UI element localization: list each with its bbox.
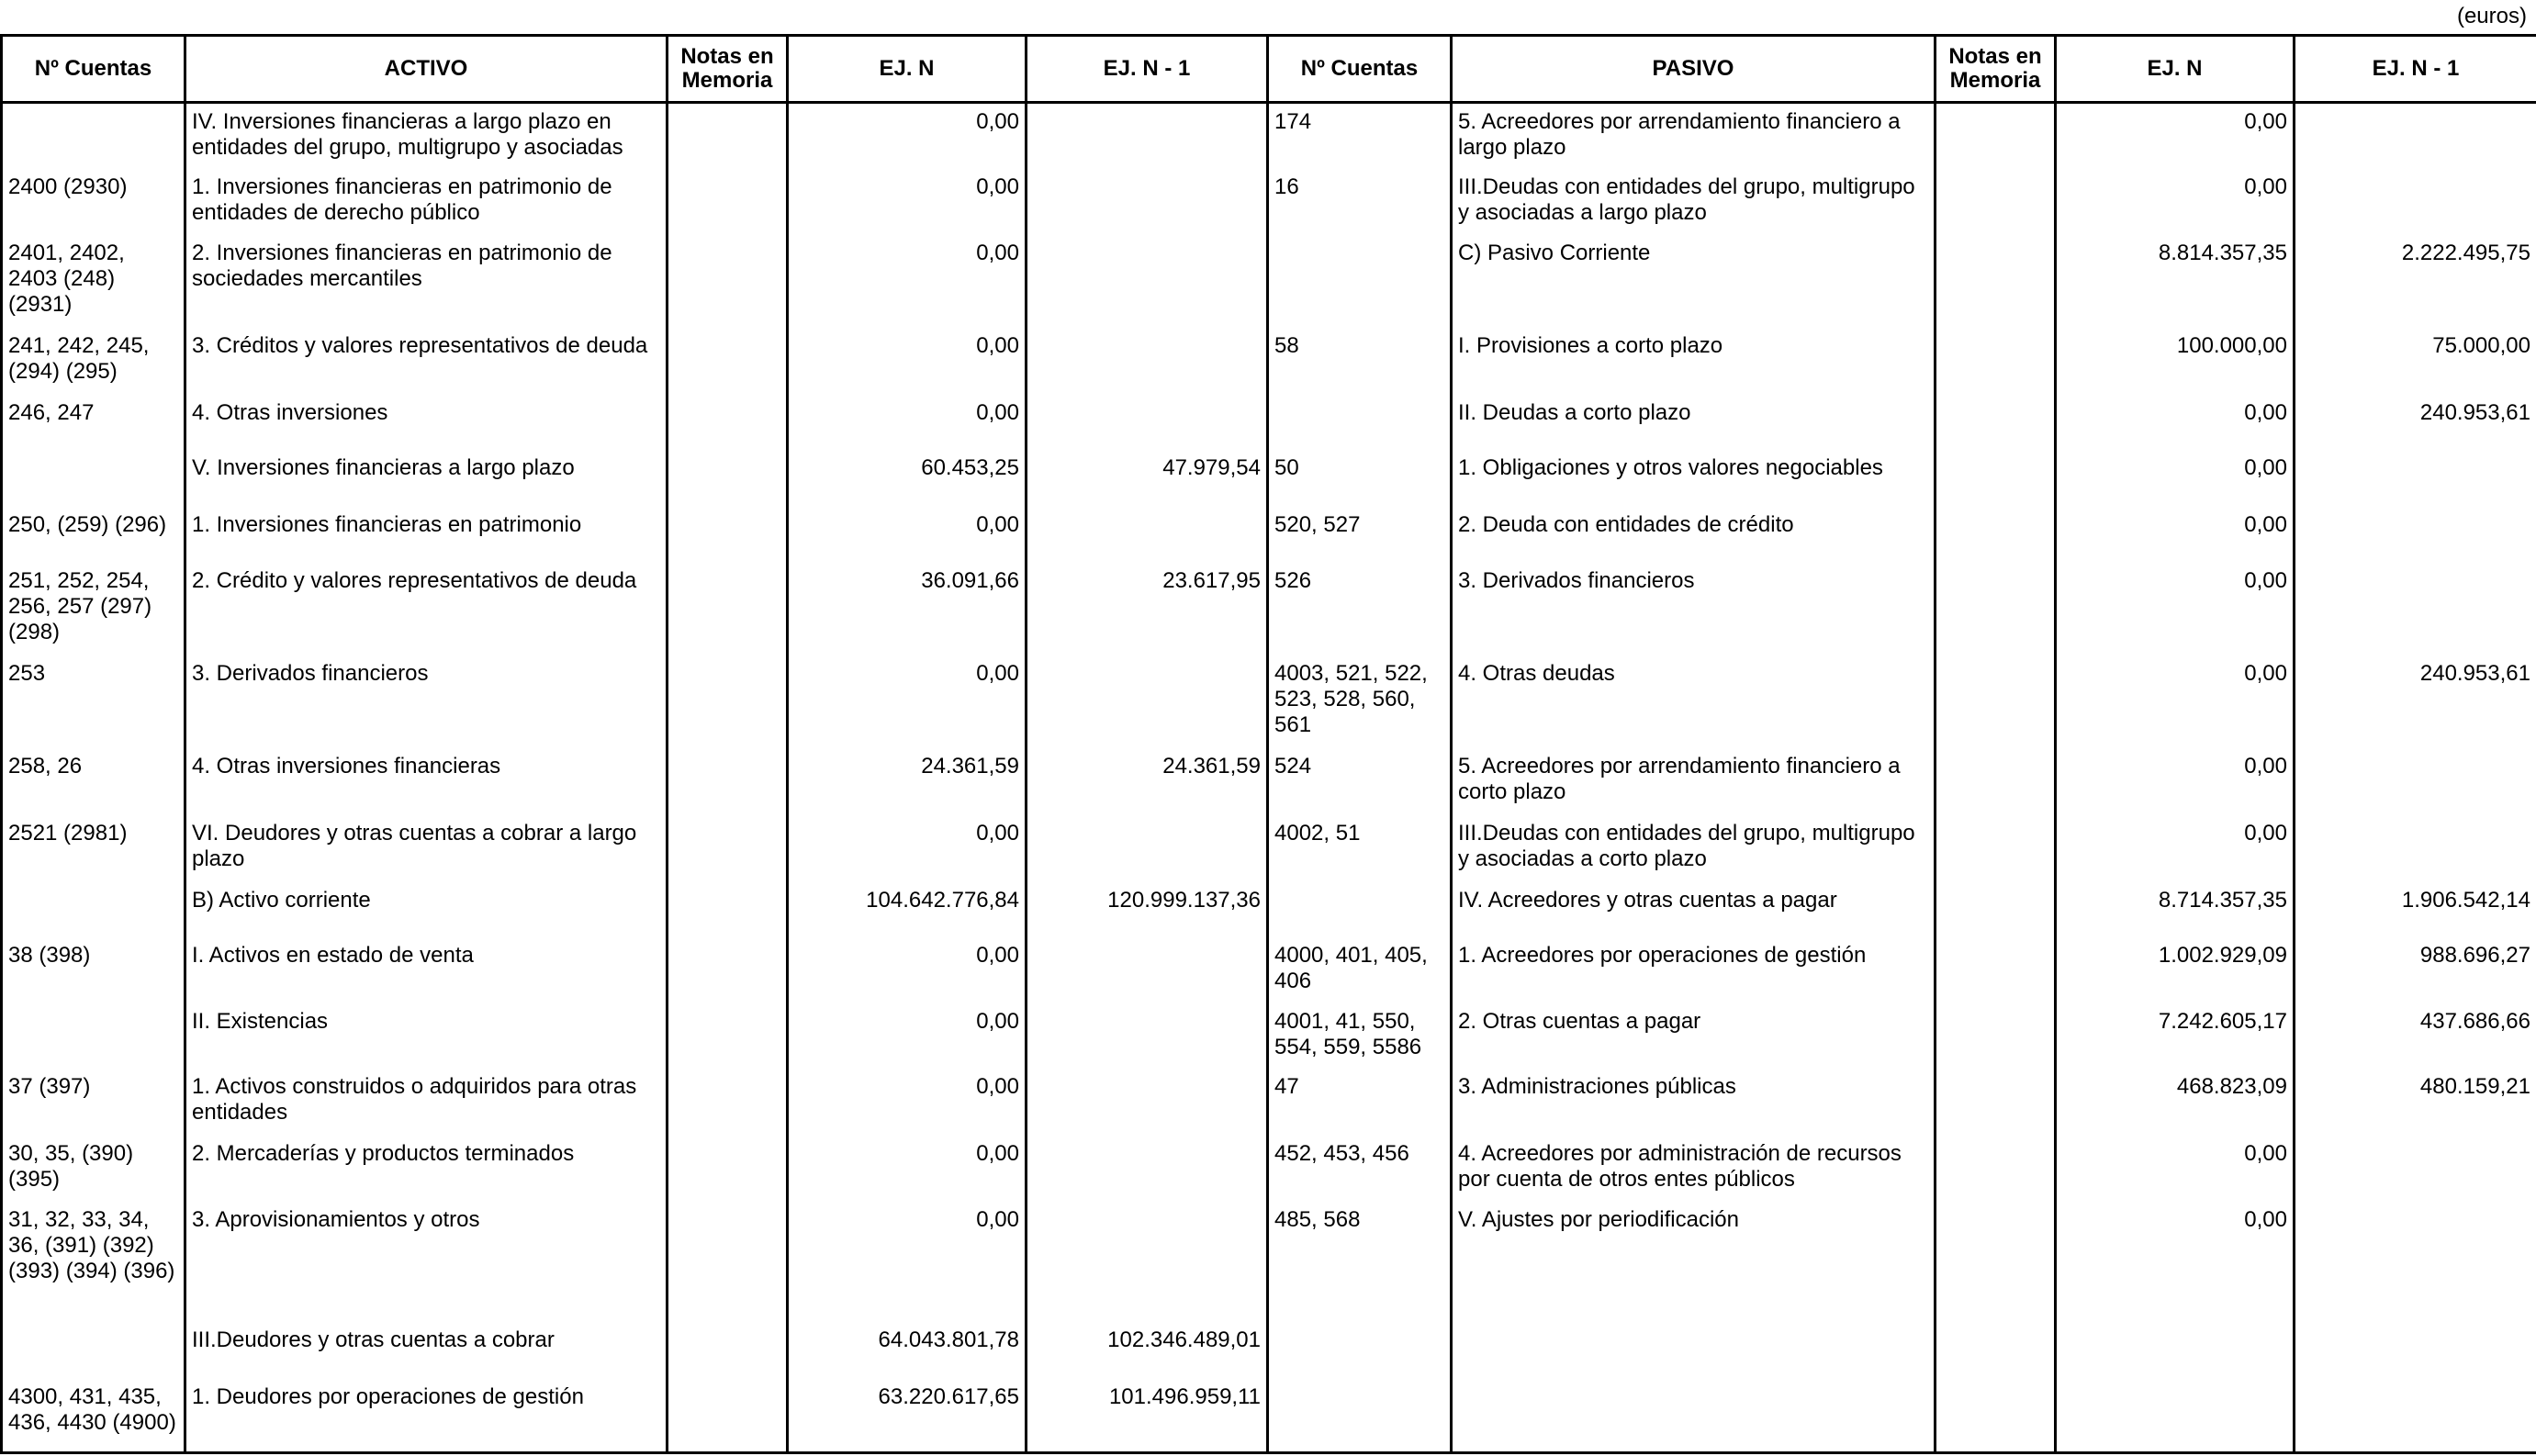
- ej-n-activo-cell: 104.642.776,84: [788, 882, 1027, 938]
- cuentas-activo-cell: 4300, 431, 435, 436, 4430 (4900): [2, 1379, 185, 1453]
- activo-concepto-cell: V. Inversiones financieras a largo plazo: [185, 450, 668, 507]
- ej-n-activo-cell: 64.043.801,78: [788, 1322, 1027, 1379]
- cuentas-activo-cell: 2521 (2981): [2, 815, 185, 882]
- table-row: [2, 450, 2536, 507]
- cuentas-activo-cell: [2, 103, 185, 170]
- ej-n1-activo-cell: 23.617,95: [1027, 563, 1268, 655]
- notas-pasivo-cell: [1936, 1003, 2056, 1070]
- header-ej-n1-pasivo: EJ. N - 1: [2295, 36, 2536, 103]
- header-ej-n-activo: EJ. N: [788, 36, 1027, 103]
- table-row: [2, 1003, 2536, 1070]
- cuentas-pasivo-cell: 526: [1268, 563, 1452, 655]
- ej-n-pasivo-cell: 8.714.357,35: [2056, 882, 2295, 938]
- pasivo-concepto-cell: 5. Acreedores por arrendamiento financiero a largo plazo: [1452, 103, 1936, 170]
- header-notas-activo: Notas en Memoria: [668, 36, 788, 103]
- ej-n1-pasivo-cell: [2295, 1379, 2536, 1453]
- ej-n1-activo-cell: [1027, 103, 1268, 170]
- notas-activo-cell: [668, 450, 788, 507]
- activo-concepto-cell: 3. Derivados financieros: [185, 655, 668, 748]
- notas-activo-cell: [668, 1003, 788, 1070]
- activo-concepto-cell: IV. Inversiones financieras a largo plazo en entidades del grupo, multigrupo y asociadas: [185, 103, 668, 170]
- ej-n1-pasivo-cell: [2295, 507, 2536, 564]
- cuentas-pasivo-cell: [1268, 395, 1452, 451]
- cuentas-activo-cell: [2, 1003, 185, 1070]
- ej-n1-activo-cell: [1027, 815, 1268, 882]
- ej-n1-activo-cell: [1027, 169, 1268, 235]
- ej-n1-activo-cell: [1027, 937, 1268, 1003]
- ej-n1-pasivo-cell: [2295, 563, 2536, 655]
- notas-activo-cell: [668, 882, 788, 938]
- ej-n-pasivo-cell: [2056, 1322, 2295, 1379]
- ej-n-pasivo-cell: 0,00: [2056, 395, 2295, 451]
- ej-n-pasivo-cell: 0,00: [2056, 1136, 2295, 1202]
- notas-pasivo-cell: [1936, 235, 2056, 328]
- table-row: [2, 395, 2536, 451]
- ej-n-activo-cell: 0,00: [788, 1136, 1027, 1202]
- notas-activo-cell: [668, 748, 788, 815]
- cuentas-pasivo-cell: 524: [1268, 748, 1452, 815]
- pasivo-concepto-cell: V. Ajustes por periodificación: [1452, 1202, 1936, 1322]
- ej-n-activo-cell: 60.453,25: [788, 450, 1027, 507]
- ej-n1-activo-cell: 102.346.489,01: [1027, 1322, 1268, 1379]
- activo-concepto-cell: 2. Inversiones financieras en patrimonio de sociedades mercantiles: [185, 235, 668, 328]
- cuentas-activo-cell: 37 (397): [2, 1069, 185, 1136]
- ej-n-pasivo-cell: 0,00: [2056, 169, 2295, 235]
- ej-n1-pasivo-cell: [2295, 748, 2536, 815]
- cuentas-pasivo-cell: 4003, 521, 522, 523, 528, 560, 561: [1268, 655, 1452, 748]
- pasivo-concepto-cell: III.Deudas con entidades del grupo, multigrupo y asociadas a corto plazo: [1452, 815, 1936, 882]
- activo-concepto-cell: 3. Aprovisionamientos y otros: [185, 1202, 668, 1322]
- notas-activo-cell: [668, 815, 788, 882]
- pasivo-concepto-cell: [1452, 1379, 1936, 1453]
- activo-concepto-cell: 1. Inversiones financieras en patrimonio: [185, 507, 668, 564]
- ej-n-activo-cell: 0,00: [788, 169, 1027, 235]
- header-cuentas-pasivo: Nº Cuentas: [1268, 36, 1452, 103]
- ej-n-pasivo-cell: 0,00: [2056, 815, 2295, 882]
- notas-activo-cell: [668, 937, 788, 1003]
- ej-n1-pasivo-cell: [2295, 450, 2536, 507]
- pasivo-concepto-cell: 2. Otras cuentas a pagar: [1452, 1003, 1936, 1070]
- notas-pasivo-cell: [1936, 937, 2056, 1003]
- notas-activo-cell: [668, 563, 788, 655]
- ej-n-activo-cell: 36.091,66: [788, 563, 1027, 655]
- ej-n-activo-cell: 0,00: [788, 815, 1027, 882]
- cuentas-activo-cell: 241, 242, 245, (294) (295): [2, 328, 185, 395]
- cuentas-activo-cell: 30, 35, (390) (395): [2, 1136, 185, 1202]
- cuentas-pasivo-cell: [1268, 882, 1452, 938]
- ej-n1-pasivo-cell: 1.906.542,14: [2295, 882, 2536, 938]
- notas-activo-cell: [668, 103, 788, 170]
- notas-activo-cell: [668, 235, 788, 328]
- ej-n1-pasivo-cell: 437.686,66: [2295, 1003, 2536, 1070]
- pasivo-concepto-cell: 4. Acreedores por administración de recursos por cuenta de otros entes públicos: [1452, 1136, 1936, 1202]
- ej-n-pasivo-cell: 0,00: [2056, 1202, 2295, 1322]
- table-row: [2, 1379, 2536, 1453]
- ej-n-pasivo-cell: 0,00: [2056, 103, 2295, 170]
- header-notas-pasivo: Notas en Memoria: [1936, 36, 2056, 103]
- table-row: [2, 103, 2536, 170]
- balance-sheet-table: [0, 34, 2536, 1454]
- cuentas-pasivo-cell: 4001, 41, 550, 554, 559, 5586: [1268, 1003, 1452, 1070]
- cuentas-activo-cell: [2, 882, 185, 938]
- notas-pasivo-cell: [1936, 882, 2056, 938]
- ej-n1-activo-cell: 47.979,54: [1027, 450, 1268, 507]
- cuentas-activo-cell: 2400 (2930): [2, 169, 185, 235]
- activo-concepto-cell: 2. Crédito y valores representativos de deuda: [185, 563, 668, 655]
- ej-n1-pasivo-cell: [2295, 815, 2536, 882]
- activo-concepto-cell: II. Existencias: [185, 1003, 668, 1070]
- cuentas-activo-cell: 250, (259) (296): [2, 507, 185, 564]
- notas-pasivo-cell: [1936, 395, 2056, 451]
- notas-activo-cell: [668, 395, 788, 451]
- ej-n-pasivo-cell: 0,00: [2056, 563, 2295, 655]
- notas-activo-cell: [668, 1322, 788, 1379]
- ej-n-pasivo-cell: 100.000,00: [2056, 328, 2295, 395]
- ej-n-activo-cell: 63.220.617,65: [788, 1379, 1027, 1453]
- pasivo-concepto-cell: II. Deudas a corto plazo: [1452, 395, 1936, 451]
- ej-n-activo-cell: 24.361,59: [788, 748, 1027, 815]
- cuentas-activo-cell: 251, 252, 254, 256, 257 (297) (298): [2, 563, 185, 655]
- ej-n1-activo-cell: [1027, 507, 1268, 564]
- header-activo: ACTIVO: [185, 36, 668, 103]
- cuentas-pasivo-cell: 174: [1268, 103, 1452, 170]
- notas-pasivo-cell: [1936, 1322, 2056, 1379]
- activo-concepto-cell: I. Activos en estado de venta: [185, 937, 668, 1003]
- table-row: [2, 328, 2536, 395]
- notas-activo-cell: [668, 507, 788, 564]
- notas-pasivo-cell: [1936, 748, 2056, 815]
- ej-n1-pasivo-cell: [2295, 1322, 2536, 1379]
- notas-pasivo-cell: [1936, 655, 2056, 748]
- cuentas-activo-cell: 246, 247: [2, 395, 185, 451]
- notas-pasivo-cell: [1936, 1379, 2056, 1453]
- ej-n-pasivo-cell: 1.002.929,09: [2056, 937, 2295, 1003]
- activo-concepto-cell: 4. Otras inversiones financieras: [185, 748, 668, 815]
- cuentas-pasivo-cell: 58: [1268, 328, 1452, 395]
- cuentas-pasivo-cell: [1268, 235, 1452, 328]
- ej-n1-pasivo-cell: 480.159,21: [2295, 1069, 2536, 1136]
- cuentas-pasivo-cell: 452, 453, 456: [1268, 1136, 1452, 1202]
- ej-n-pasivo-cell: 0,00: [2056, 655, 2295, 748]
- header-row: [2, 36, 2536, 103]
- ej-n1-pasivo-cell: 988.696,27: [2295, 937, 2536, 1003]
- pasivo-concepto-cell: C) Pasivo Corriente: [1452, 235, 1936, 328]
- ej-n-activo-cell: 0,00: [788, 328, 1027, 395]
- cuentas-pasivo-cell: 520, 527: [1268, 507, 1452, 564]
- activo-concepto-cell: 3. Créditos y valores representativos de deuda: [185, 328, 668, 395]
- notas-activo-cell: [668, 1379, 788, 1453]
- notas-activo-cell: [668, 1069, 788, 1136]
- pasivo-concepto-cell: 4. Otras deudas: [1452, 655, 1936, 748]
- notas-activo-cell: [668, 169, 788, 235]
- ej-n1-activo-cell: [1027, 1202, 1268, 1322]
- cuentas-pasivo-cell: 47: [1268, 1069, 1452, 1136]
- table-row: [2, 1202, 2536, 1322]
- cuentas-activo-cell: 2401, 2402, 2403 (248) (2931): [2, 235, 185, 328]
- pasivo-concepto-cell: [1452, 1322, 1936, 1379]
- ej-n1-activo-cell: [1027, 1003, 1268, 1070]
- ej-n1-pasivo-cell: 75.000,00: [2295, 328, 2536, 395]
- ej-n1-activo-cell: [1027, 395, 1268, 451]
- ej-n-activo-cell: 0,00: [788, 235, 1027, 328]
- ej-n1-pasivo-cell: 2.222.495,75: [2295, 235, 2536, 328]
- ej-n-activo-cell: 0,00: [788, 1202, 1027, 1322]
- pasivo-concepto-cell: 5. Acreedores por arrendamiento financiero a corto plazo: [1452, 748, 1936, 815]
- ej-n1-activo-cell: 120.999.137,36: [1027, 882, 1268, 938]
- ej-n-pasivo-cell: [2056, 1379, 2295, 1453]
- ej-n-activo-cell: 0,00: [788, 1069, 1027, 1136]
- table-row: [2, 507, 2536, 564]
- table-row: [2, 1322, 2536, 1379]
- table-row: [2, 748, 2536, 815]
- ej-n1-activo-cell: [1027, 235, 1268, 328]
- ej-n1-activo-cell: [1027, 1069, 1268, 1136]
- unit-label: (euros): [2456, 4, 2527, 28]
- notas-pasivo-cell: [1936, 815, 2056, 882]
- cuentas-activo-cell: [2, 450, 185, 507]
- pasivo-concepto-cell: 2. Deuda con entidades de crédito: [1452, 507, 1936, 564]
- ej-n-pasivo-cell: 0,00: [2056, 748, 2295, 815]
- notas-pasivo-cell: [1936, 169, 2056, 235]
- table-row: [2, 1136, 2536, 1202]
- ej-n-pasivo-cell: 0,00: [2056, 450, 2295, 507]
- activo-concepto-cell: 1. Activos construidos o adquiridos para otras entidades: [185, 1069, 668, 1136]
- notas-activo-cell: [668, 1202, 788, 1322]
- table-row: [2, 655, 2536, 748]
- activo-concepto-cell: 2. Mercaderías y productos terminados: [185, 1136, 668, 1202]
- header-ej-n-pasivo: EJ. N: [2056, 36, 2295, 103]
- ej-n-pasivo-cell: 0,00: [2056, 507, 2295, 564]
- notas-pasivo-cell: [1936, 328, 2056, 395]
- ej-n-activo-cell: 0,00: [788, 937, 1027, 1003]
- ej-n1-activo-cell: 101.496.959,11: [1027, 1379, 1268, 1453]
- cuentas-activo-cell: 31, 32, 33, 34, 36, (391) (392) (393) (394) (396): [2, 1202, 185, 1322]
- table-body: [2, 103, 2536, 1453]
- ej-n-activo-cell: 0,00: [788, 1003, 1027, 1070]
- notas-pasivo-cell: [1936, 563, 2056, 655]
- activo-concepto-cell: 1. Deudores por operaciones de gestión: [185, 1379, 668, 1453]
- notas-activo-cell: [668, 655, 788, 748]
- pasivo-concepto-cell: 1. Obligaciones y otros valores negociables: [1452, 450, 1936, 507]
- cuentas-activo-cell: 253: [2, 655, 185, 748]
- cuentas-pasivo-cell: 16: [1268, 169, 1452, 235]
- notas-pasivo-cell: [1936, 1202, 2056, 1322]
- ej-n-activo-cell: 0,00: [788, 103, 1027, 170]
- notas-activo-cell: [668, 1136, 788, 1202]
- pasivo-concepto-cell: I. Provisiones a corto plazo: [1452, 328, 1936, 395]
- cuentas-pasivo-cell: 50: [1268, 450, 1452, 507]
- ej-n-pasivo-cell: 7.242.605,17: [2056, 1003, 2295, 1070]
- notas-pasivo-cell: [1936, 1136, 2056, 1202]
- table-row: [2, 235, 2536, 328]
- table-row: [2, 1069, 2536, 1136]
- table-row: [2, 563, 2536, 655]
- activo-concepto-cell: III.Deudores y otras cuentas a cobrar: [185, 1322, 668, 1379]
- notas-pasivo-cell: [1936, 103, 2056, 170]
- notas-pasivo-cell: [1936, 507, 2056, 564]
- pasivo-concepto-cell: 3. Administraciones públicas: [1452, 1069, 1936, 1136]
- ej-n1-activo-cell: [1027, 655, 1268, 748]
- ej-n1-pasivo-cell: 240.953,61: [2295, 655, 2536, 748]
- cuentas-pasivo-cell: [1268, 1322, 1452, 1379]
- notas-pasivo-cell: [1936, 1069, 2056, 1136]
- header-pasivo: PASIVO: [1452, 36, 1936, 103]
- cuentas-pasivo-cell: 4002, 51: [1268, 815, 1452, 882]
- activo-concepto-cell: VI. Deudores y otras cuentas a cobrar a largo plazo: [185, 815, 668, 882]
- pasivo-concepto-cell: III.Deudas con entidades del grupo, multigrupo y asociadas a largo plazo: [1452, 169, 1936, 235]
- table-row: [2, 169, 2536, 235]
- ej-n1-activo-cell: 24.361,59: [1027, 748, 1268, 815]
- cuentas-pasivo-cell: 4000, 401, 405, 406: [1268, 937, 1452, 1003]
- notas-activo-cell: [668, 328, 788, 395]
- ej-n-pasivo-cell: 468.823,09: [2056, 1069, 2295, 1136]
- activo-concepto-cell: 1. Inversiones financieras en patrimonio de entidades de derecho público: [185, 169, 668, 235]
- ej-n1-activo-cell: [1027, 328, 1268, 395]
- header-cuentas-activo: Nº Cuentas: [2, 36, 185, 103]
- ej-n-activo-cell: 0,00: [788, 655, 1027, 748]
- cuentas-pasivo-cell: [1268, 1379, 1452, 1453]
- table-row: [2, 937, 2536, 1003]
- ej-n1-pasivo-cell: [2295, 1136, 2536, 1202]
- ej-n1-pasivo-cell: 240.953,61: [2295, 395, 2536, 451]
- header-ej-n1-activo: EJ. N - 1: [1027, 36, 1268, 103]
- ej-n1-pasivo-cell: [2295, 169, 2536, 235]
- ej-n1-pasivo-cell: [2295, 103, 2536, 170]
- ej-n-activo-cell: 0,00: [788, 507, 1027, 564]
- pasivo-concepto-cell: IV. Acreedores y otras cuentas a pagar: [1452, 882, 1936, 938]
- cuentas-activo-cell: 38 (398): [2, 937, 185, 1003]
- ej-n1-pasivo-cell: [2295, 1202, 2536, 1322]
- table-row: [2, 815, 2536, 882]
- table-row: [2, 882, 2536, 938]
- ej-n-activo-cell: 0,00: [788, 395, 1027, 451]
- activo-concepto-cell: 4. Otras inversiones: [185, 395, 668, 451]
- cuentas-activo-cell: [2, 1322, 185, 1379]
- pasivo-concepto-cell: 3. Derivados financieros: [1452, 563, 1936, 655]
- pasivo-concepto-cell: 1. Acreedores por operaciones de gestión: [1452, 937, 1936, 1003]
- activo-concepto-cell: B) Activo corriente: [185, 882, 668, 938]
- cuentas-pasivo-cell: 485, 568: [1268, 1202, 1452, 1322]
- cuentas-activo-cell: 258, 26: [2, 748, 185, 815]
- notas-pasivo-cell: [1936, 450, 2056, 507]
- ej-n-pasivo-cell: 8.814.357,35: [2056, 235, 2295, 328]
- ej-n1-activo-cell: [1027, 1136, 1268, 1202]
